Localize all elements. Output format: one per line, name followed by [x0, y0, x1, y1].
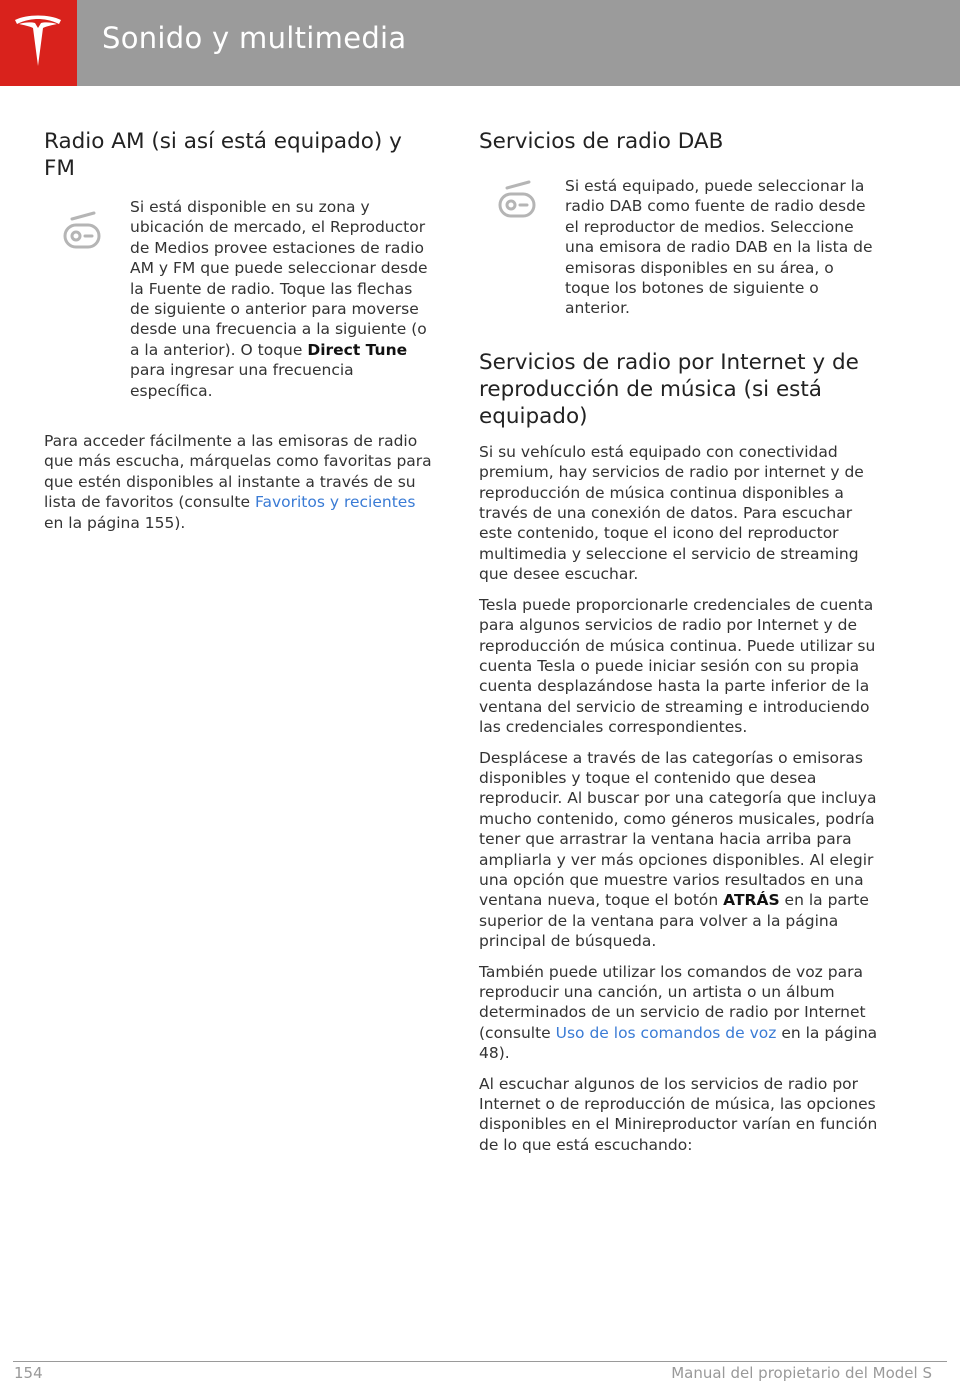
- internet-radio-paragraph-1: Si su vehículo está equipado con conectividad premium, hay servicios de radio por internet y de reproducción de música continua disponibles a través de una conexión de datos. Para escuchar este contenido, toque el icono del reproductor multimedia y seleccione el servicio de streaming que desee escuchar.: [479, 442, 864, 584]
- am-fm-text-end: para ingresar una frecuencia específica.: [130, 361, 354, 400]
- radio-icon: [497, 176, 537, 218]
- manual-title: Manual del propietario del Model S: [671, 1364, 932, 1382]
- paragraph-4-text: También puede utilizar los comandos de voz para reproducir una canción, un artista o un álbum determinados de un servicio de radio por Internet (consulte: [479, 962, 866, 1042]
- section-title: Sonido y multimedia: [102, 21, 407, 55]
- dab-description: Si está equipado, puede seleccionar la radio DAB como fuente de radio desde el reproductor de medios. Seleccione una emisora de radio DAB en la lista de emisoras disponibles en su área, o toque los botones de siguiente o anterior.: [565, 177, 873, 318]
- right-column: [479, 128, 879, 1155]
- page-header: [0, 0, 960, 86]
- direct-tune-label: Direct Tune: [307, 340, 408, 359]
- footer-divider: [13, 1361, 947, 1362]
- internet-radio-paragraph-5: Al escuchar algunos de los servicios de radio por Internet o de reproducción de música, las opciones disponibles en el Minireproductor varían en función de lo que está escuchando:: [479, 1074, 878, 1154]
- paragraph-3-text: Desplácese a través de las categorías o emisoras disponibles y toque el contenido que desea reproducir. Al buscar por una categoría que incluya mucho contenido, como géneros musicales, podría tener que arrastrar la ventana hacia arriba para ampliarla y ver más opciones disponibles. Al elegir una opción que muestre varios resultados en una ventana nueva, toque el botón: [479, 748, 877, 910]
- tesla-logo-icon: [13, 14, 63, 72]
- internet-radio-paragraph-2: Tesla puede proporcionarle credenciales de cuenta para algunos servicios de radio por Internet y de reproducción de música continua. Puede utilizar su cuenta Tesla o puede iniciar sesión con su propia cuenta desplazándose hasta la parte inferior de la ventana del servicio de streaming e introduciendo las credenciales correspondientes.: [479, 595, 876, 737]
- favorites-text: Para acceder fácilmente a las emisoras de radio que más escucha, márquelas como favoritas para que estén disponibles al instante a través de su lista de favoritos (consulte: [44, 432, 432, 512]
- heading-am-fm-radio: Radio AM (si así está equipado) y FM: [44, 129, 402, 181]
- radio-icon: [62, 207, 102, 249]
- internet-radio-paragraph-4: [479, 962, 879, 1064]
- back-button-label: ATRÁS: [723, 891, 780, 910]
- radio-icon-cell: [44, 197, 130, 401]
- heading-internet-radio: Servicios de radio por Internet y de reproducción de música (si está equipado): [479, 349, 859, 429]
- page-number: 154: [14, 1364, 43, 1382]
- tesla-logo: [0, 0, 77, 86]
- favorites-text-end: en la página 155).: [44, 513, 186, 532]
- radio-icon-cell-dab: [479, 176, 565, 319]
- am-fm-note: [44, 197, 434, 401]
- am-fm-text: Si está disponible en su zona y ubicación de mercado, el Reproductor de Medios provee estaciones de radio AM y FM que puede seleccionar desde la Fuente de radio. Toque las flechas de siguiente o anterior para moverse desde una frecuencia a la siguiente (o a la anterior). O toque: [130, 198, 428, 359]
- favorites-paragraph: [44, 431, 434, 533]
- am-fm-description: [130, 197, 434, 401]
- paragraph-3-text-end: en la parte superior de la ventana para volver a la página principal de búsqueda.: [479, 891, 869, 951]
- heading-dab-radio: Servicios de radio DAB: [479, 129, 724, 154]
- voice-commands-link[interactable]: Uso de los comandos de voz: [555, 1023, 777, 1042]
- left-column: [44, 128, 434, 533]
- favorites-link[interactable]: Favoritos y recientes: [254, 493, 416, 512]
- paragraph-4-text-end: en la página 48).: [479, 1023, 878, 1063]
- internet-radio-paragraph-3: [479, 748, 879, 952]
- dab-note: [479, 176, 879, 319]
